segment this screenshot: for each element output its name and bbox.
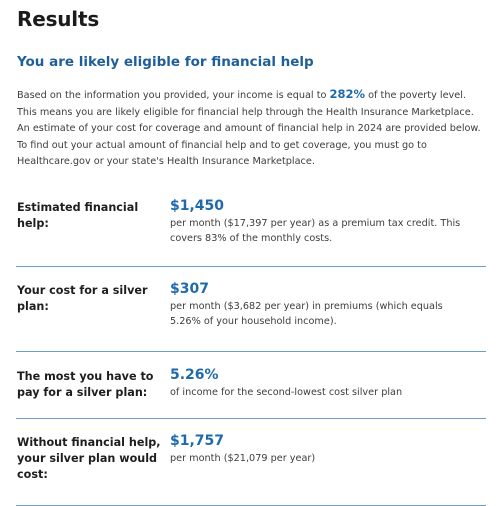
result-row-without-help: [16, 419, 486, 506]
amount-value: $1,450: [170, 197, 225, 214]
intro-text-start: Based on the information you provided, your income is equal to: [17, 90, 330, 101]
row-label: The most you have to pay for a silver plan:: [17, 369, 154, 399]
row-value: [168, 432, 486, 466]
amount-description: per month ($17,397 per year) as a premium tax credit. This covers 83% of the monthly costs.: [170, 217, 461, 244]
result-row-financial-help: [16, 193, 486, 267]
page-title: Results: [17, 7, 100, 31]
eligibility-heading: You are likely eligible for financial help: [17, 54, 314, 70]
intro-text-end: of the poverty level. This means you are likely eligible for financial help through the Health Insurance Marketplace. An estimate of your cost for coverage and amount of financial help in 2024 are provided below. To find out your actual amount of financial help and to get coverage, you must go to Healthcare.gov or your state's Health Insurance Marketplace.: [17, 90, 481, 167]
row-value: [168, 197, 486, 246]
amount-value: $307: [170, 280, 209, 297]
result-row-max-pay: [16, 352, 486, 419]
amount-description: per month ($21,079 per year): [170, 452, 316, 464]
amount-description: of income for the second-lowest cost silver plan: [170, 386, 403, 398]
intro-paragraph: [17, 86, 487, 171]
row-label: Estimated financial help:: [17, 200, 139, 230]
row-value: [168, 366, 486, 400]
row-value: [168, 280, 486, 329]
result-row-your-cost: [16, 267, 486, 352]
amount-value: $1,757: [170, 432, 225, 449]
results-table: [16, 193, 486, 506]
row-label: Your cost for a silver plan:: [17, 283, 148, 313]
amount-value: 5.26%: [170, 366, 219, 383]
amount-description: per month ($3,682 per year) in premiums (which equals 5.26% of your household income).: [170, 300, 443, 327]
poverty-level-percent: 282%: [329, 87, 366, 101]
row-label: Without financial help, your silver plan would cost:: [17, 435, 161, 481]
